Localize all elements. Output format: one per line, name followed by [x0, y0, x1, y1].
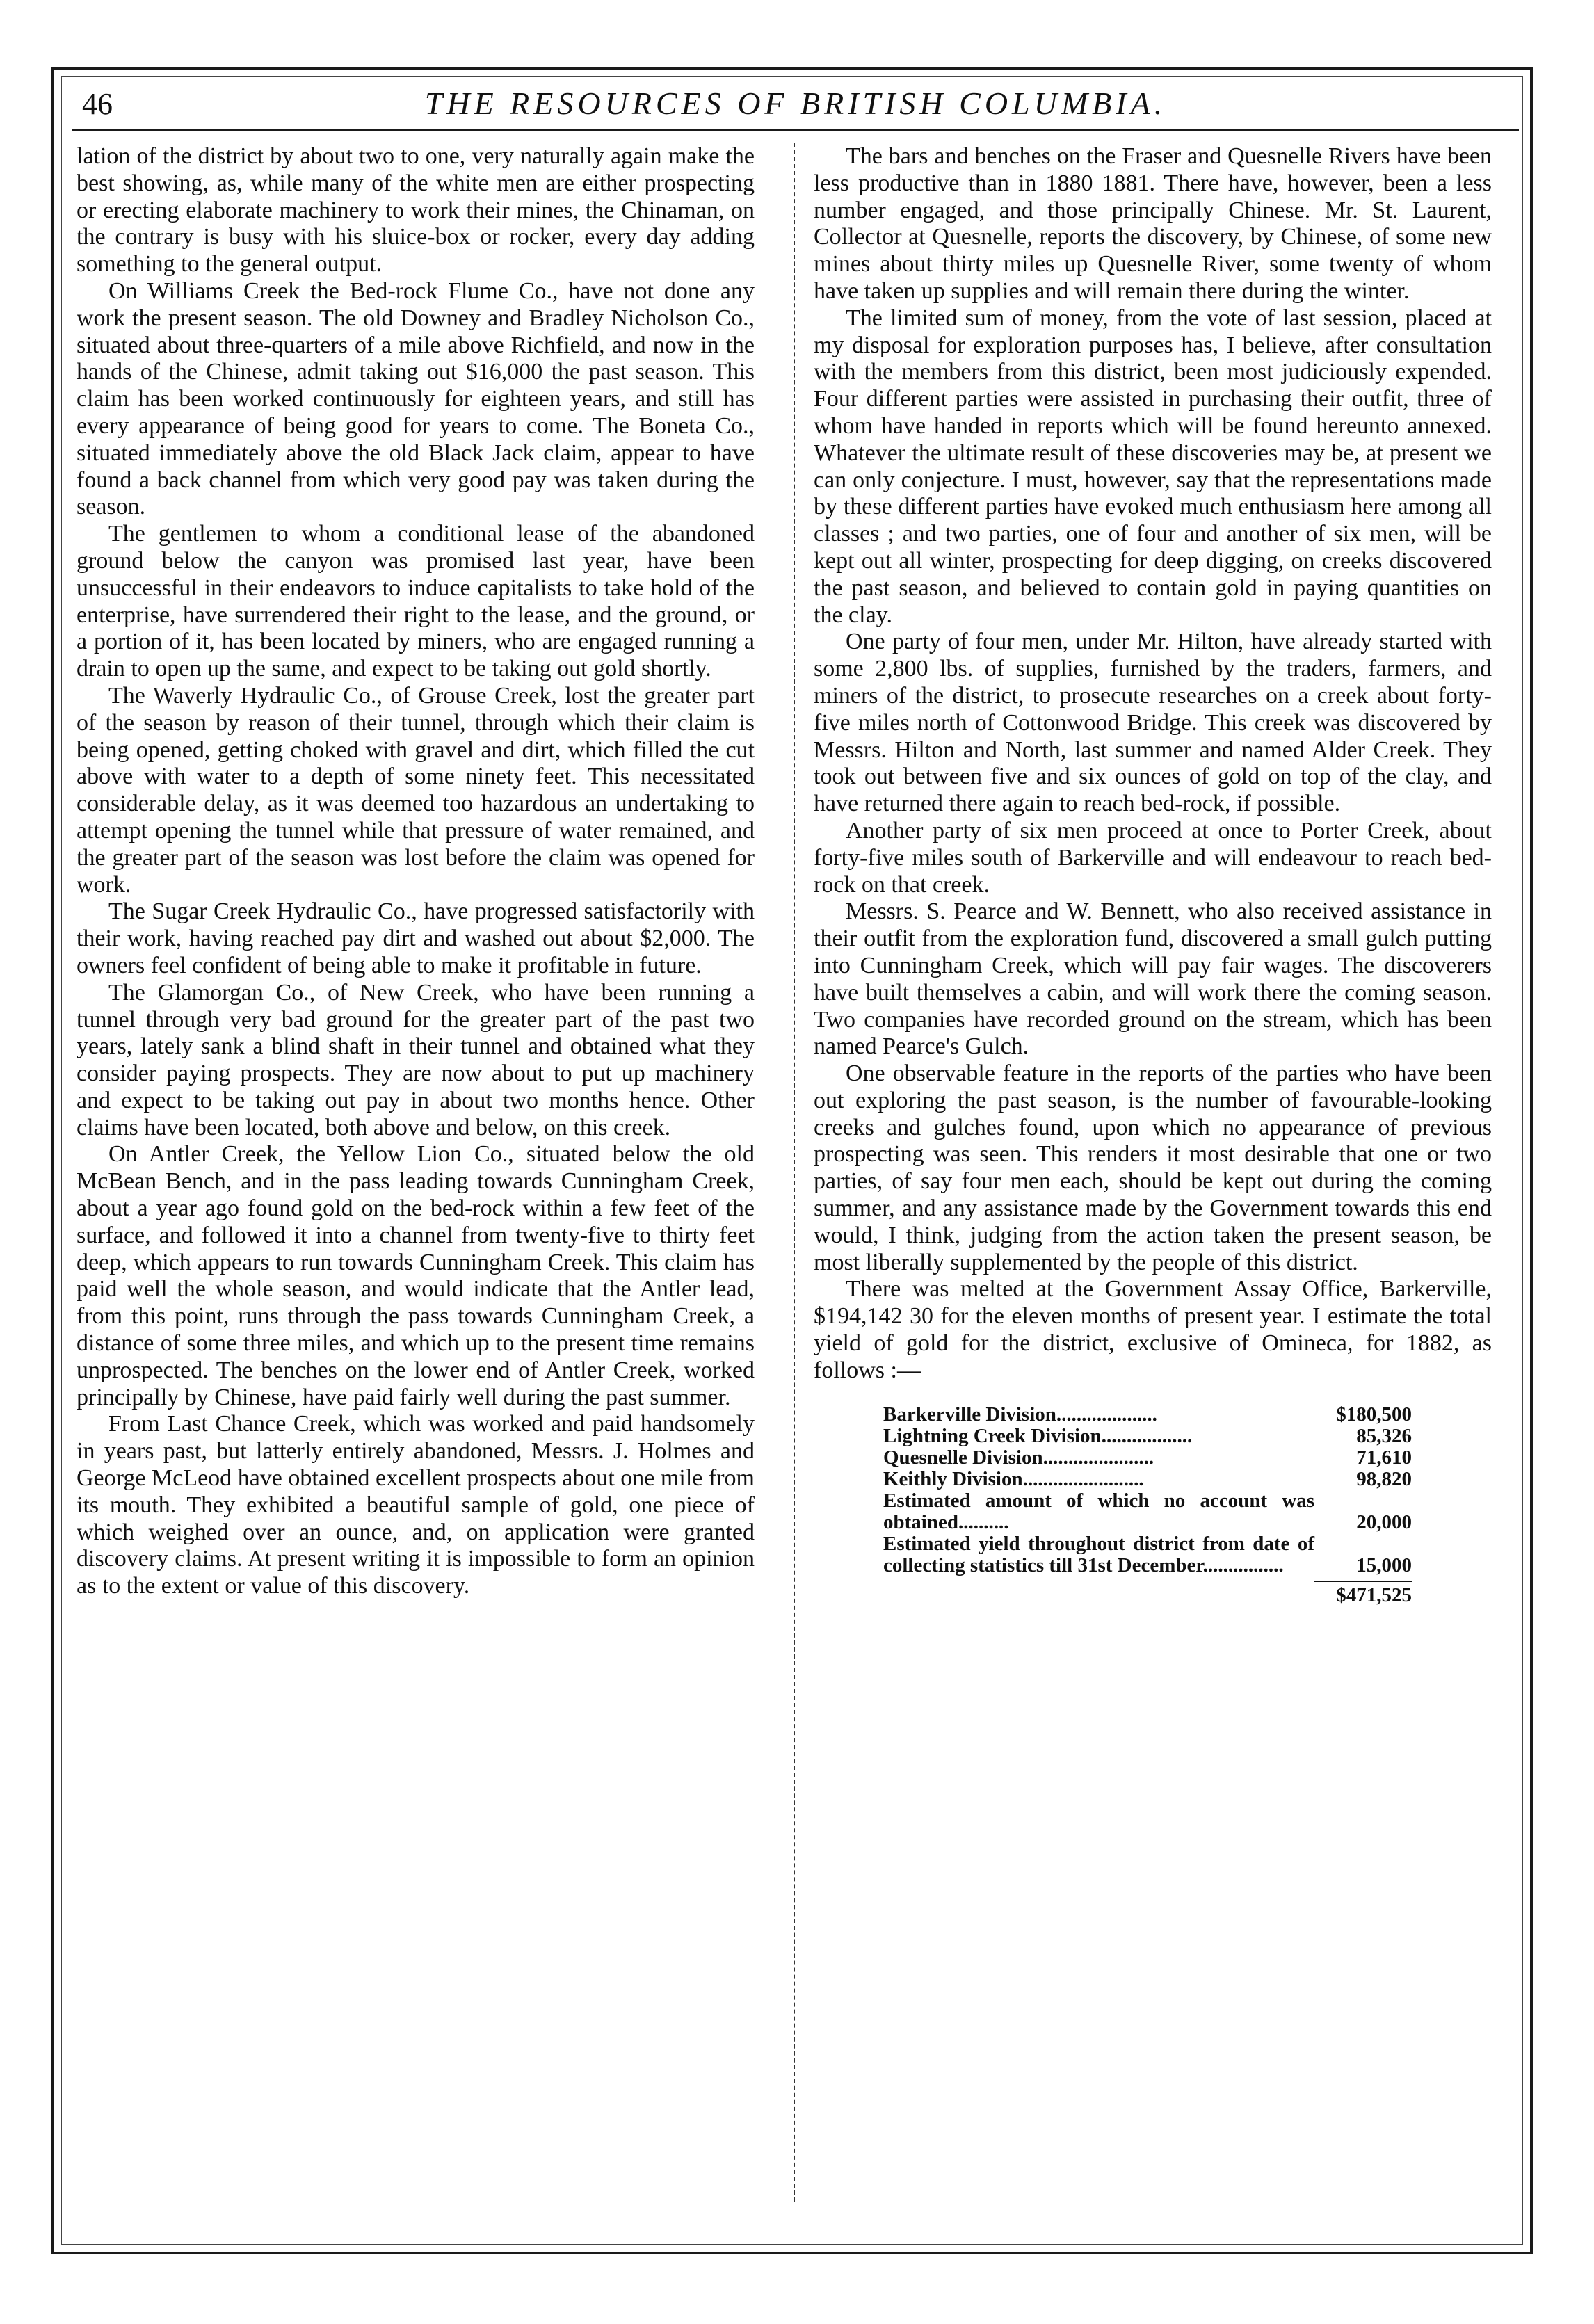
paragraph: Another party of six men proceed at once to Porter Creek, about forty-five miles south of Barkerville and will endeavour to reach bed-rock on that creek. [814, 817, 1492, 898]
paragraph: Messrs. S. Pearce and W. Bennett, who also received assistance in their outfit from the exploration fund, discovered a small gulch putting into Cunningham Creek, which will pay fair wages. The discoverers have built themselves a cabin, and will work there the coming season. Two companies have recorded ground on the stream, which has been named Pearce's Gulch. [814, 898, 1492, 1060]
table-total-row [883, 1585, 1412, 1606]
paragraph: The Waverly Hydraulic Co., of Grouse Creek, lost the greater part of the season by reason of their tunnel, through which their claim is being opened, getting choked with gravel and dirt, which filled the cut above with water to a depth of some ninety feet. This necessitated considerable delay, as it was deemed too hazardous an undertaking to attempt opening the tunnel while that pressure of water remained, and the greater part of the season was lost before the claim was opened for work. [77, 682, 755, 898]
paragraph: lation of the district by about two to one, very naturally again make the best showing, as, while many of the white men are either prospecting or erecting elaborate machinery to work their mines, the Chinaman, on the contrary is busy with his sluice-box or rocker, every day adding something to the general output. [77, 143, 755, 277]
paragraph: From Last Chance Creek, which was worked and paid handsomely in years past, but latterly entirely abandoned, Messrs. J. Holmes and George McLeod have obtained excellent prospects about one mile from its mouth. They exhibited a beautiful sample of gold, one piece of which weighed over an ounce, and, on application were granted discovery claims. At present writing it is impossible to form an opinion as to the extent or value of this discovery. [77, 1411, 755, 1599]
gold-yield-table [883, 1404, 1412, 1606]
row-amount: 98,820 [1356, 1467, 1412, 1490]
total-amount: $471,525 [1336, 1583, 1412, 1606]
row-amount: 15,000 [1356, 1554, 1412, 1576]
row-label: Estimated amount of which no account was obtained.......... [883, 1489, 1314, 1533]
right-column [814, 143, 1492, 1606]
table-row [883, 1490, 1412, 1533]
running-title: THE RESOURCES OF BRITISH COLUMBIA. [424, 86, 1167, 121]
column-divider [794, 143, 795, 2202]
row-amount: 85,326 [1356, 1424, 1412, 1447]
paragraph: One observable feature in the reports of the parties who have been out exploring the past season, is the number of favourable-looking creeks and gulches found, upon which no appearance of previous prospecting was seen. This renders it most desirable that one or two parties, of say four men each, should be kept out during the coming summer, and any assistance made by the Government towards this end would, I think, judging from the action taken the present season, be most liberally supplemented by the people of this district. [814, 1060, 1492, 1275]
page-number: 46 [82, 87, 113, 121]
table-row [883, 1533, 1412, 1576]
page-header [72, 78, 1519, 131]
paragraph: The Glamorgan Co., of New Creek, who have been running a tunnel through very bad ground for the greater part of the past two years, lately sank a blind shaft in their tunnel and obtained what they consider paying prospects. They are now about to put up machinery and expect to be taking out pay in about two months hence. Other claims have been located, both above and below, on this creek. [77, 979, 755, 1140]
table-row [883, 1447, 1412, 1469]
table-row [883, 1426, 1412, 1447]
paragraph: On Williams Creek the Bed-rock Flume Co., have not done any work the present season. The old Downey and Bradley Nicholson Co., situated about three-quarters of a mile above Richfield, and now in the hands of the Chinese, admit taking out $16,000 the past season. This claim has been worked continuously for eighteen years, and still has every appearance of being good for years to come. The Boneta Co., situated immediately above the old Black Jack claim, appear to have found a back channel from which very good pay was taken during the season. [77, 277, 755, 520]
paragraph: The limited sum of money, from the vote of last session, placed at my disposal for exploration purposes has, I believe, after consultation with the members from this district, been most judiciously expended. Four different parties were assisted in purchasing their outfit, three of whom have handed in reports which will be found hereunto annexed. Whatever the ultimate result of these discoveries may be, at present we can only conjecture. I must, however, say that the representations made by these different parties have evoked much enthusiasm here among all classes ; and two parties, one of four and another of six men, will be kept out all winter, prospecting for deep digging, on creeks discovered the past season, and believed to contain gold in paying quantities on the clay. [814, 305, 1492, 628]
paragraph: There was melted at the Government Assay Office, Barkerville, $194,142 30 for the eleven months of present year. I estimate the total yield of gold for the district, exclusive of Omineca, for 1882, as follows :— [814, 1276, 1492, 1383]
row-amount: 20,000 [1356, 1510, 1412, 1533]
table-row [883, 1469, 1412, 1490]
paragraph: On Antler Creek, the Yellow Lion Co., situated below the old McBean Bench, and in the pass leading towards Cunningham Creek, about a year ago found gold on the bed-rock within a few feet of the surface, and followed it into a channel from twenty-five to thirty feet deep, which appears to run towards Cunningham Creek. This claim has paid well the whole season, and would indicate that the Antler lead, from this point, runs through the pass towards Cunningham Creek, a distance of some three miles, and which up to the present time remains unprospected. The benches on the lower end of Antler Creek, worked principally by Chinese, have paid fairly well during the past summer. [77, 1141, 755, 1410]
paragraph: The Sugar Creek Hydraulic Co., have progressed satisfactorily with their work, having reached pay dirt and washed out about $2,000. The owners feel confident of being able to make it profitable in future. [77, 898, 755, 978]
row-label: Keithly Division........................ [883, 1467, 1144, 1490]
row-label: Quesnelle Division...................... [883, 1446, 1154, 1469]
paragraph: One party of four men, under Mr. Hilton, have already started with some 2,800 lbs. of supplies, furnished by the traders, farmers, and miners of the district, to prosecute researches on a creek about forty-five miles north of Cottonwood Bridge. This creek was discovered by Messrs. Hilton and North, last summer and named Alder Creek. They took out between five and six ounces of gold on top of the clay, and have returned there again to reach bed-rock, if possible. [814, 629, 1492, 817]
left-column [77, 143, 755, 1600]
total-rule [1314, 1581, 1412, 1582]
row-label: Estimated yield throughout district from date of collecting statistics till 31st December................ [883, 1532, 1314, 1576]
row-amount: 71,610 [1356, 1446, 1412, 1469]
paragraph: The gentlemen to whom a conditional lease of the abandoned ground below the canyon was promised last year, have been unsuccessful in their endeavors to induce capitalists to take hold of the enterprise, have surrendered their right to the lease, and the ground, or a portion of it, has been located by miners, who are engaged running a drain to open up the same, and expect to be taking out gold shortly. [77, 521, 755, 682]
paragraph: The bars and benches on the Fraser and Quesnelle Rivers have been less productive than in 1880 1881. There have, however, been a less number engaged, and those principally Chinese. Mr. St. Laurent, Collector at Quesnelle, reports the discovery, by Chinese, of some new mines about thirty miles up Quesnelle River, some twenty of whom have taken up supplies and will remain there during the winter. [814, 143, 1492, 304]
table-row [883, 1404, 1412, 1426]
row-label: Lightning Creek Division.................. [883, 1424, 1193, 1447]
row-label: Barkerville Division.................... [883, 1403, 1157, 1426]
row-amount: $180,500 [1336, 1403, 1412, 1426]
